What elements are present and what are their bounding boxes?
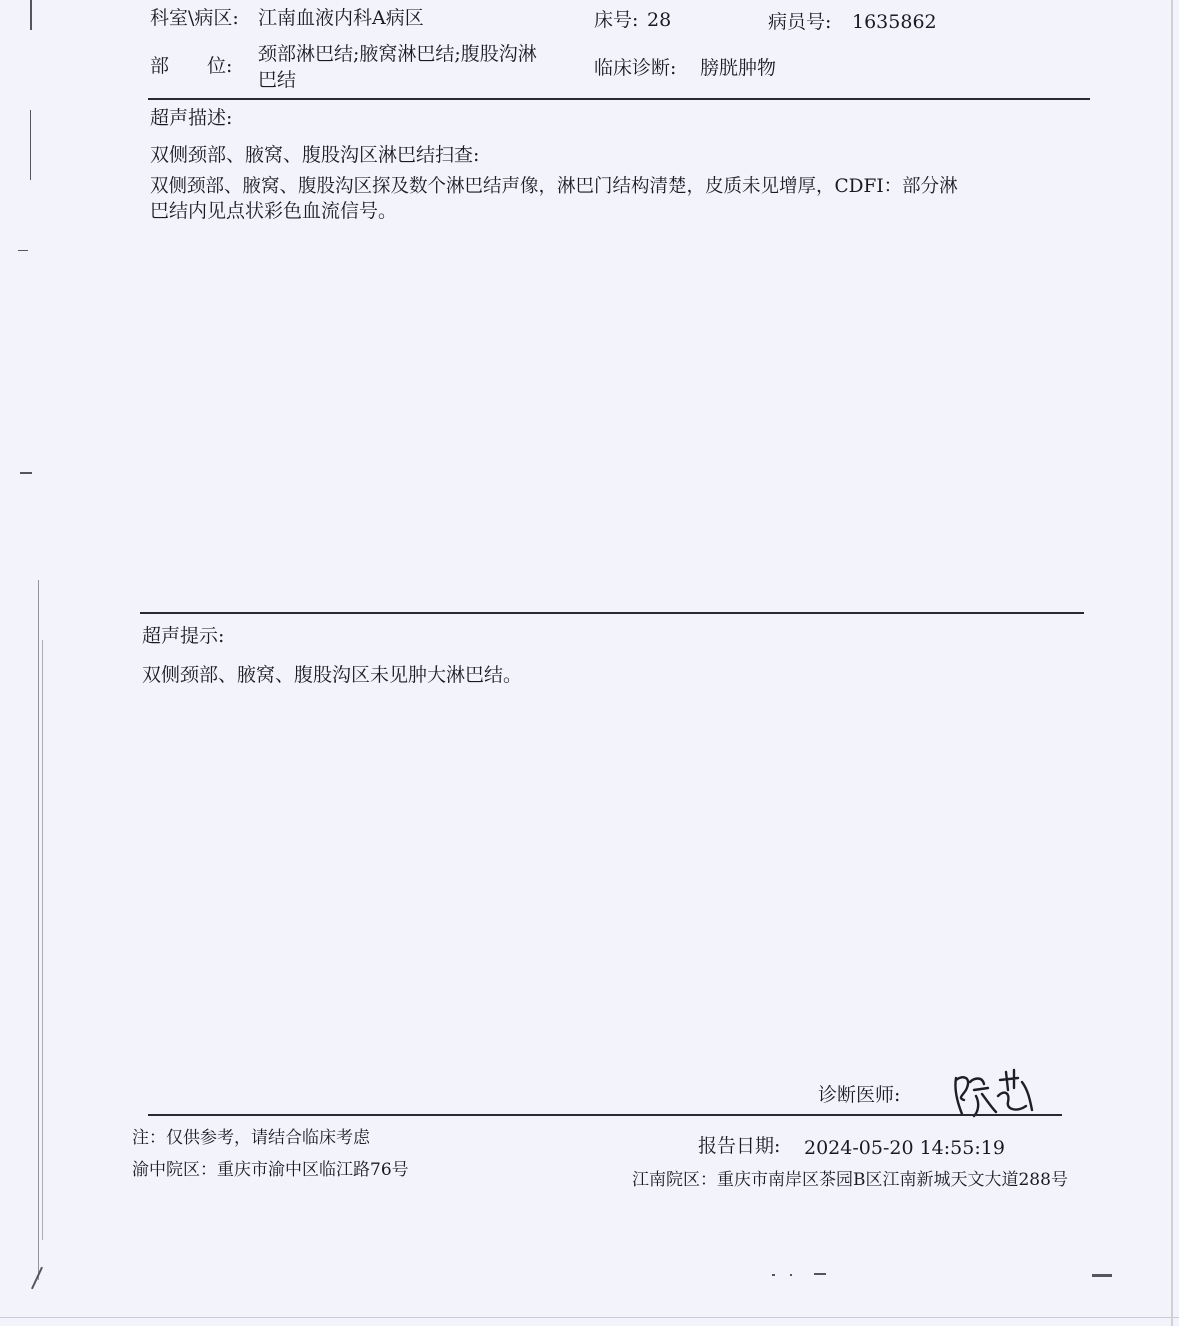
scan-mark (772, 1274, 775, 1276)
scan-mark (31, 1267, 43, 1290)
scan-mark (42, 640, 43, 1240)
site-label: 部 位: (150, 55, 233, 77)
scan-mark (1092, 1274, 1112, 1277)
conclusion-title: 超声提示: (142, 625, 225, 647)
diagnosis-value: 膀胱肿物 (700, 57, 777, 79)
page-edge-right (1171, 0, 1173, 1326)
jiangnan-campus-address: 江南院区：重庆市南岸区茶园B区江南新城天文大道288号 (632, 1170, 1068, 1190)
scan-mark (814, 1273, 826, 1275)
conclusion-line1: 双侧颈部、腋窝、腹股沟区未见肿大淋巴结。 (142, 664, 523, 686)
report-date-label: 报告日期: (698, 1135, 781, 1157)
note-text: 注：仅供参考，请结合临床考虑 (132, 1128, 370, 1148)
scan-mark (20, 472, 32, 474)
page-edge-bottom (0, 1317, 1179, 1318)
doctor-label: 诊断医师: (818, 1084, 901, 1106)
patient-no-label: 病员号: (768, 11, 832, 33)
conclusion-divider (140, 612, 1084, 614)
scan-mark (30, 0, 32, 30)
description-title: 超声描述: (150, 107, 233, 129)
dept-label: 科室\病区: (150, 7, 239, 29)
doctor-signature-icon (948, 1060, 1040, 1120)
diagnosis-label: 临床诊断: (594, 57, 677, 79)
description-line3: 巴结内见点状彩色血流信号。 (150, 200, 398, 222)
yuzhong-campus-address: 渝中院区：重庆市渝中区临江路76号 (132, 1160, 409, 1180)
site-value-line2: 巴结 (258, 69, 297, 91)
description-line2: 双侧颈部、腋窝、腹股沟区探及数个淋巴结声像，淋巴门结构清楚，皮质未见增厚，CDFI：部分淋 (150, 176, 958, 197)
bed-label: 床号: (594, 9, 639, 31)
scan-mark (30, 110, 31, 180)
footer-divider (148, 1114, 1062, 1116)
scan-mark (38, 580, 39, 1280)
scan-mark (790, 1274, 792, 1276)
scan-mark (18, 250, 28, 251)
bed-value: 28 (647, 9, 672, 31)
dept-value: 江南血液内科A病区 (258, 7, 424, 29)
report-date-value: 2024-05-20 14:55:19 (804, 1137, 1005, 1159)
site-value-line1: 颈部淋巴结;腋窝淋巴结;腹股沟淋 (258, 43, 537, 65)
header-divider (148, 98, 1090, 100)
description-line1: 双侧颈部、腋窝、腹股沟区淋巴结扫查: (150, 144, 480, 166)
patient-no-value: 1635862 (852, 11, 937, 33)
